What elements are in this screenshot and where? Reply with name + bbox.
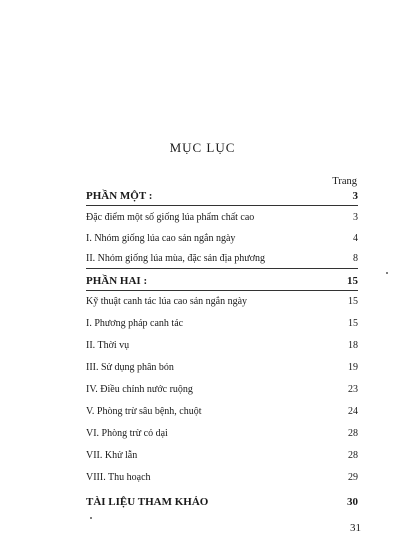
toc-entry: [86, 318, 358, 329]
divider: [86, 205, 358, 206]
toc-entry-page: 18: [348, 340, 358, 351]
toc-entry: [86, 212, 358, 223]
page-number: 31: [350, 522, 361, 534]
scan-speck: [90, 517, 92, 519]
toc-entry-page: 15: [347, 275, 358, 287]
toc-entry: [86, 384, 358, 395]
toc-entry-label: I. Phương pháp canh tác: [86, 318, 184, 329]
toc-entry-page: 29: [348, 472, 358, 483]
toc-entry-label: IV. Điều chỉnh nước ruộng: [86, 384, 193, 395]
toc-entry-label: Kỹ thuật canh tác lúa cao sản ngắn ngày: [86, 296, 248, 307]
toc-entry: [86, 428, 358, 439]
toc-entry-page: 30: [347, 496, 358, 508]
page-column-header: Trang: [332, 176, 357, 187]
toc-entry-part-one: [86, 190, 358, 202]
toc-entry-page: 19: [348, 362, 358, 373]
toc-entry-label: I. Nhóm giống lúa cao sản ngắn ngày: [86, 233, 236, 244]
toc-entry-label: VIII. Thu hoạch: [86, 472, 151, 483]
toc-entry: [86, 362, 358, 373]
toc-entry-label: Đặc điểm một số giống lúa phẩm chất cao: [86, 212, 255, 223]
toc-entry-page: 4: [353, 233, 358, 244]
toc-entry-page: 28: [348, 450, 358, 461]
toc-entry-page: 23: [348, 384, 358, 395]
toc-entry: [86, 233, 358, 244]
toc-entry: [86, 450, 358, 461]
toc-entry: [86, 406, 358, 417]
toc-entry-page: 28: [348, 428, 358, 439]
toc-entry-page: 24: [348, 406, 358, 417]
toc-entry-part-two: [86, 275, 358, 287]
toc-entry: [86, 296, 358, 307]
toc-entry-label: II. Nhóm giống lúa mùa, đặc sản địa phương: [86, 253, 266, 264]
scan-speck: [386, 272, 388, 274]
page-title: MỤC LỤC: [169, 140, 236, 155]
toc-entry-label: VII. Khử lẫn: [86, 450, 138, 461]
toc-entry-label: III. Sử dụng phân bón: [86, 362, 174, 373]
toc-entry-label: TÀI LIỆU THAM KHẢO: [86, 496, 209, 508]
toc-entry: [86, 472, 358, 483]
toc-entry-label: V. Phòng trừ sâu bệnh, chuột: [86, 406, 202, 417]
toc-entry-page: 8: [353, 253, 358, 264]
divider: [86, 268, 358, 269]
toc-entry-page: 15: [348, 318, 358, 329]
divider: [86, 290, 358, 291]
toc-entry-label: PHẦN MỘT :: [86, 190, 153, 202]
toc-entry-label: VI. Phòng trừ cỏ dại: [86, 428, 168, 439]
toc-entry-page: 15: [348, 296, 358, 307]
toc-entry: [86, 340, 358, 351]
toc-entry-label: PHẦN HAI :: [86, 275, 148, 287]
toc-entry-page: 3: [352, 190, 358, 202]
toc-entry-page: 3: [353, 212, 358, 223]
toc-entry-label: II. Thời vụ: [86, 340, 130, 351]
toc-entry: [86, 253, 358, 264]
toc-entry-references: [86, 496, 358, 508]
